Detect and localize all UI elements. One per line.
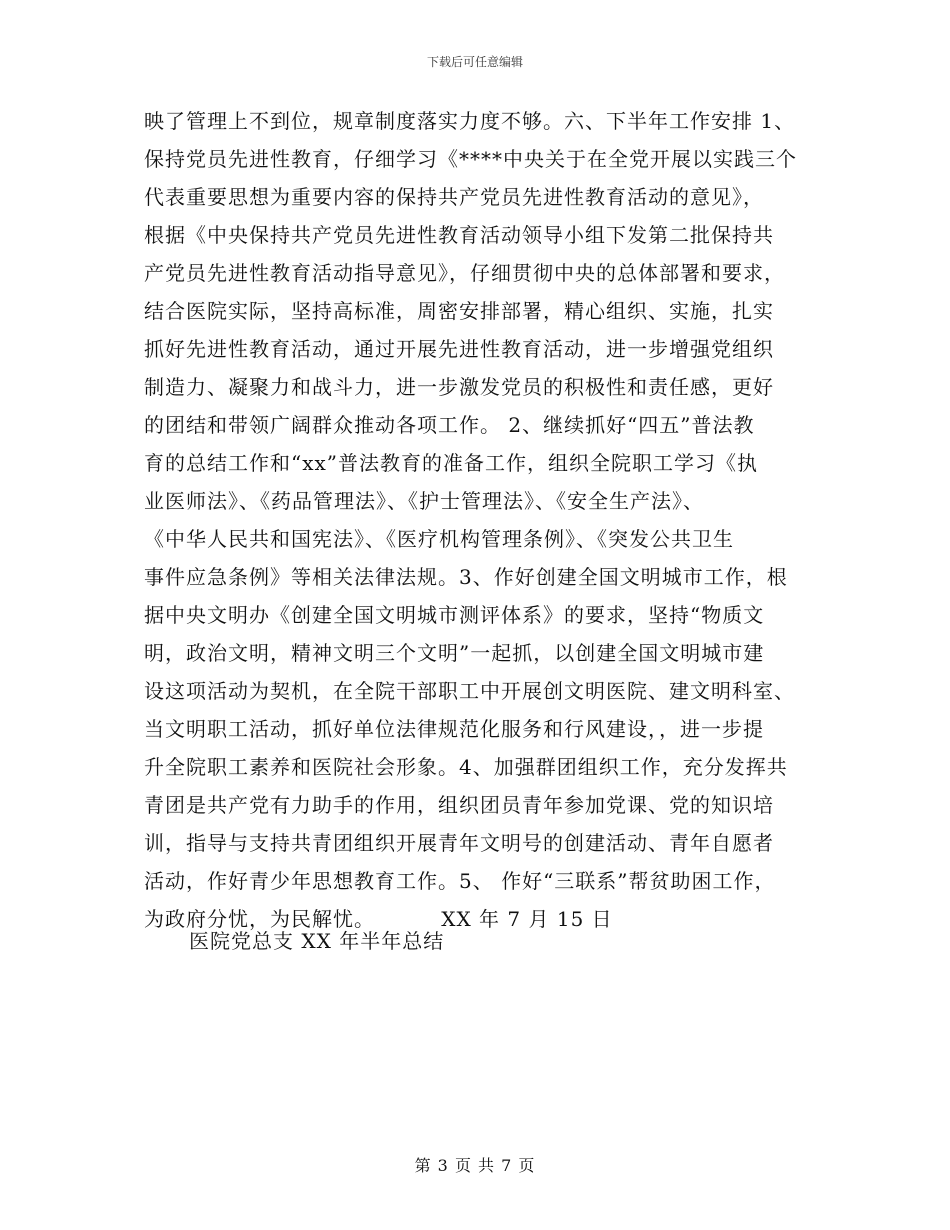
text-line: 事件应急条例》等相关法律法规。3、作好创建全国文明城市工作，根 [144,565,788,589]
text-line: 升全院职工素养和医院社会形象。4、加强群团组织工作，充分发挥共 [144,755,788,779]
text-line: 活动，作好青少年思想教育工作。5、 作好“三联系”帮贫助困工作， [144,869,776,893]
text-line: 当文明职工活动，抓好单位法律规范化服务和行风建设，，进一步提 [144,717,764,741]
text-line: 产党员先进性教育活动指导意见》，仔细贯彻中央的总体部署和要求， [144,261,785,285]
text-line: 《中华人民共和国宪法》、《医疗机构管理条例》、《突发公共卫生 [144,527,734,551]
document-title: 医院党总支 XX 年半年总结 [189,929,445,953]
text-line: 据中央文明办《创建全国文明城市测评体系》的要求，坚持“物质文 [144,603,765,627]
text-line: 业医师法》、《药品管理法》、《护士管理法》、《安全生产法》、 [144,489,704,513]
header-note: 下载后可任意编辑 [426,55,523,69]
text-line: 训，指导与支持共青团组织开展青年文明号的创建活动、青年自愿者 [144,831,774,855]
text-line: 代表重要思想为重要内容的保持共产党员先进性教育活动的意见》， [144,185,764,209]
text-line: 青团是共产党有力助手的作用，组织团员青年参加党课、党的知识培 [144,793,774,817]
text-line: 根据《中央保持共产党员先进性教育活动领导小组下发第二批保持共 [144,223,774,247]
text-line: 设这项活动为契机，在全院干部职工中开展创文明医院、建文明科室、 [144,679,795,703]
text-line: 抓好先进性教育活动，通过开展先进性教育活动，进一步增强党组织 [144,337,774,361]
text-line: 为政府分忧，为民解忧。 XX 年 7 月 15 日 [144,907,613,931]
text-line: 明，政治文明，精神文明三个文明”一起抓，以创建全国文明城市建 [144,641,765,665]
text-line: 映了管理上不到位，规章制度落实力度不够。六、下半年工作安排 1、 [144,109,796,133]
text-line: 育的总结工作和“xx”普法教育的准备工作，组织全院职工学习《执 [144,451,759,475]
body-text [144,102,812,938]
text-line: 制造力、凝聚力和战斗力，进一步激发党员的积极性和责任感，更好 [144,375,774,399]
text-line: 结合医院实际，坚持高标准，周密安排部署，精心组织、实施，扎实 [144,299,774,323]
text-line: 保持党员先进性教育，仔细学习《****中央关于在全党开展以实践三个 [144,147,797,171]
text-line: 的团结和带领广阔群众推动各项工作。 2、继续抓好“四五”普法教 [144,413,755,437]
page-number: 第 3 页 共 7 页 [414,1156,536,1175]
